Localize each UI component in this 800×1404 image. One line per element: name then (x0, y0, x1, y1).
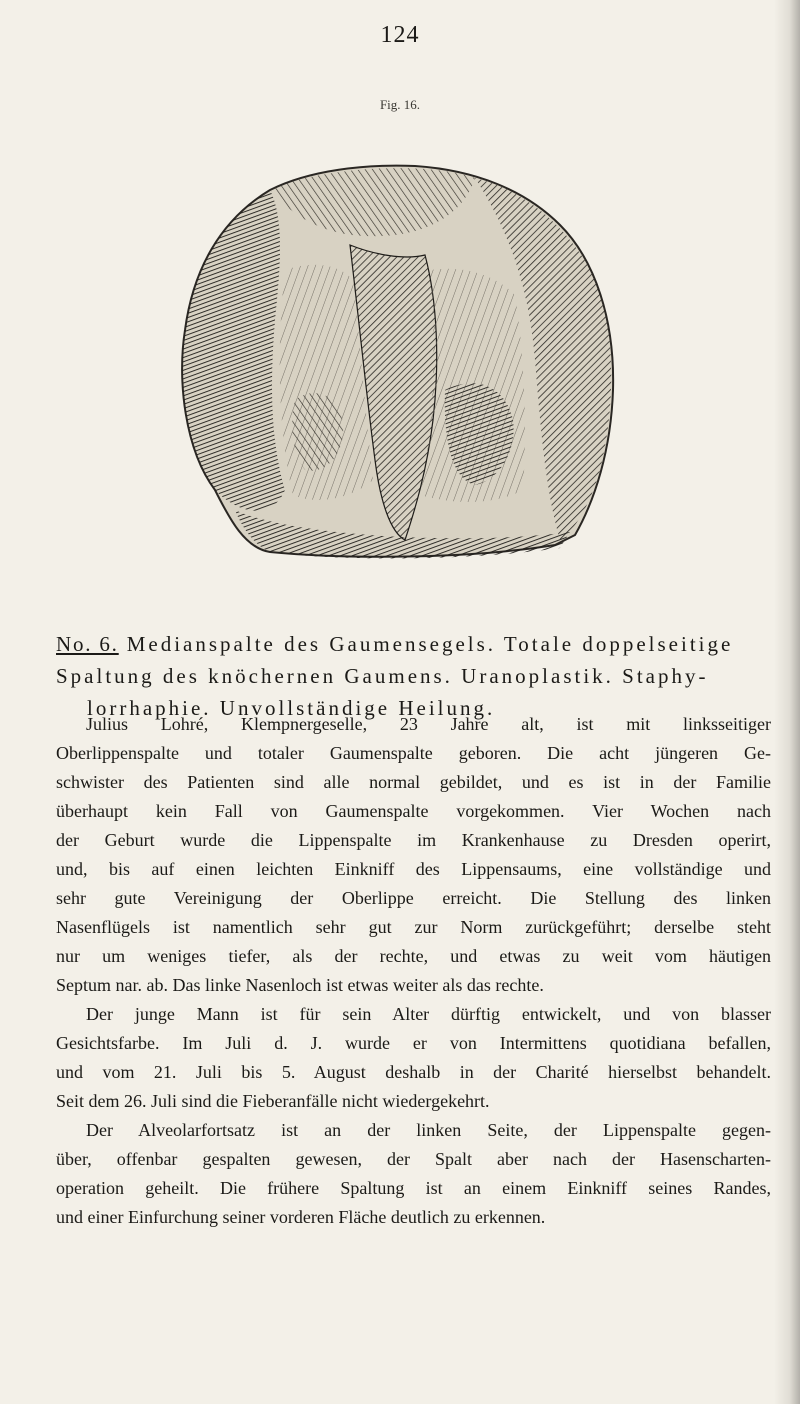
text-line: Der Alveolarfortsatz ist an der linken Seite, der Lippenspalte gegen- (86, 1120, 771, 1140)
text-line: Julius Lohré, Klempnergeselle, 23 Jahre alt, ist mit linksseitiger (86, 714, 771, 734)
cast-left-wall (182, 190, 285, 511)
text-line: Nasenflügels ist namentlich sehr gut zur Norm zurückgeführt; derselbe steht (56, 917, 771, 937)
text-line: Der junge Mann ist für sein Alter dürftig entwickelt, und von blasser (86, 1004, 771, 1024)
text-line: überhaupt kein Fall von Gaumenspalte vorgekommen. Vier Wochen nach (56, 801, 771, 821)
case-title-line-2: Spaltung des knöchernen Gaumens. Uranoplastik. Staphy- (56, 664, 709, 688)
text-line: Seit dem 26. Juli sind die Fieberanfälle nicht wiedergekehrt. (56, 1091, 490, 1111)
case-title-text-1: Medianspalte des Gaumensegels. Totale doppelseitige (126, 632, 734, 656)
text-line: Oberlippenspalte und totaler Gaumenspalte geboren. Die acht jüngeren Ge- (56, 743, 771, 763)
text-line: Gesichtsfarbe. Im Juli d. J. wurde er von Intermittens quotidiana befallen, (56, 1033, 771, 1053)
case-report-text (56, 710, 771, 1232)
page-number: 124 (380, 22, 420, 48)
text-line: und vom 21. Juli bis 5. August deshalb in der Charité hierselbst behandelt. (56, 1062, 771, 1082)
text-line: und einer Einfurchung seiner vorderen Fläche deutlich zu erkennen. (56, 1207, 546, 1227)
page-edge-shadow (774, 0, 800, 1404)
case-title-line-1 (56, 628, 771, 660)
text-line: operation geheilt. Die frühere Spaltung ist an einem Einkniff seines Randes, (56, 1178, 771, 1198)
case-title-line-3: lorrhaphie. Unvollständige Heilung. (87, 696, 496, 720)
palate-cast-illustration (175, 160, 625, 562)
text-line: über, offenbar gespalten gewesen, der Spalt aber nach der Hasenscharten- (56, 1149, 771, 1169)
text-line: und, bis auf einen leichten Einkniff des Lippensaums, eine vollständige und (56, 859, 771, 879)
text-line: sehr gute Vereinigung der Oberlippe erreicht. Die Stellung des linken (56, 888, 771, 908)
case-number: No. 6. (56, 632, 119, 656)
text-line: der Geburt wurde die Lippenspalte im Krankenhause zu Dresden operirt, (56, 830, 771, 850)
text-line: schwister des Patienten sind alle normal gebildet, und es ist in der Familie (56, 772, 771, 792)
figure-label: Fig. 16. (379, 97, 421, 112)
text-line: nur um weniges tiefer, als der rechte, und etwas zu weit vom häutigen (56, 946, 771, 966)
text-line: Septum nar. ab. Das linke Nasenloch ist etwas weiter als das rechte. (56, 975, 544, 995)
